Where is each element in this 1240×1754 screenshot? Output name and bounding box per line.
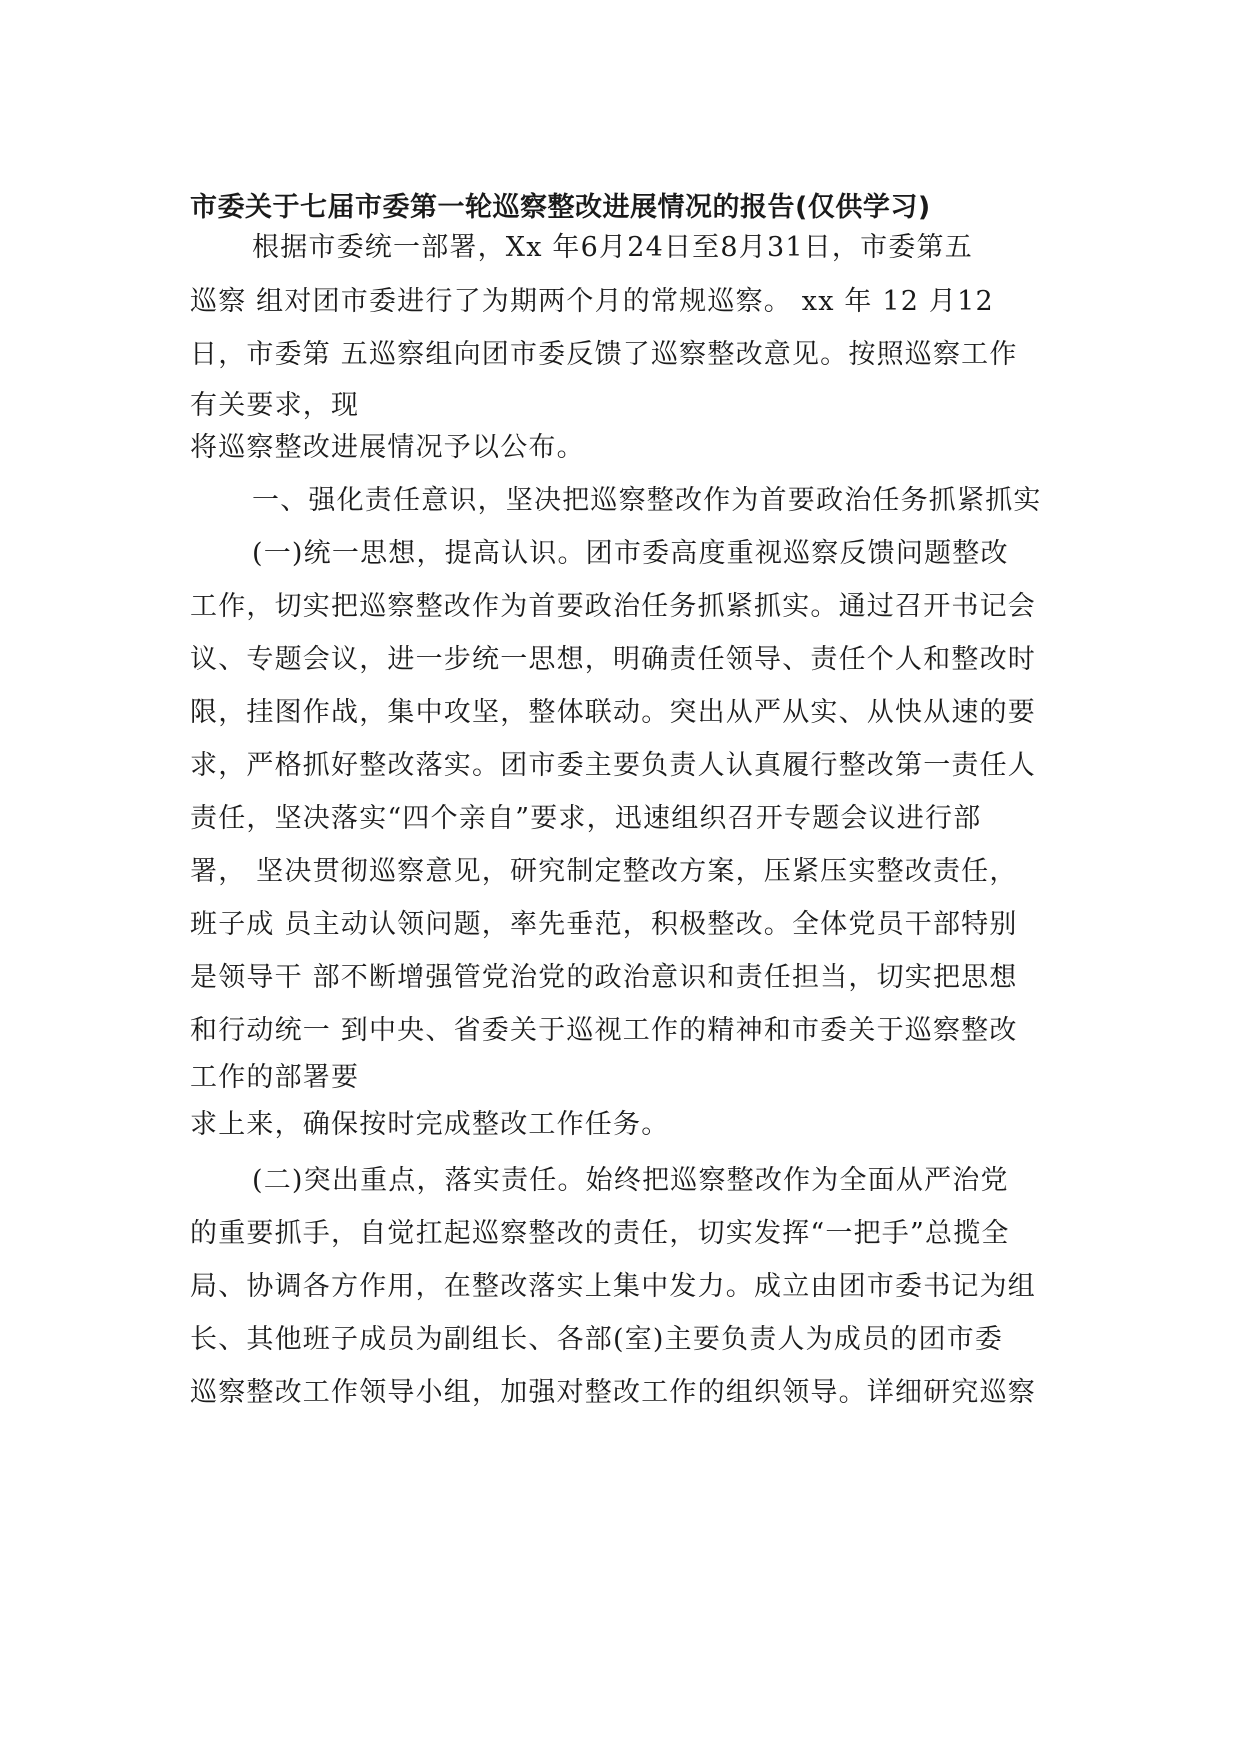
paragraph-line: 署， 坚决贯彻巡察意见，研究制定整改方案，压紧压实整改责任， — [190, 856, 1018, 887]
paragraph-line: (二)突出重点，落实责任。始终把巡察整改作为全面从严治党 — [252, 1165, 1009, 1196]
section-heading: 一、强化责任意识，坚决把巡察整改作为首要政治任务抓紧抓实 — [252, 485, 1042, 516]
paragraph-line: 巡察 组对团市委进行了为期两个月的常规巡察。 xx 年 12 月12 — [190, 286, 994, 317]
paragraph-line: 巡察整改工作领导小组，加强对整改工作的组织领导。详细研究巡察 — [190, 1377, 1036, 1408]
paragraph-line: 和行动统一 到中央、省委关于巡视工作的精神和市委关于巡察整改 — [190, 1015, 1018, 1046]
paragraph-line: 工作的部署要 — [190, 1062, 360, 1093]
paragraph-line: 班子成 员主动认领问题，率先垂范，积极整改。全体党员干部特别 — [190, 909, 1018, 940]
paragraph-line: 根据市委统一部署，Xx 年6月24日至8月31日，市委第五 — [252, 232, 973, 263]
paragraph-line: 有关要求，现 — [190, 390, 360, 421]
paragraph-line: 局、协调各方作用，在整改落实上集中发力。成立由团市委书记为组 — [190, 1271, 1036, 1302]
paragraph-line: 工作，切实把巡察整改作为首要政治任务抓紧抓实。通过召开书记会 — [190, 591, 1036, 622]
document-title: 市委关于七届市委第一轮巡察整改进展情况的报告(仅供学习) — [190, 192, 931, 223]
paragraph-line: 是领导干 部不断增强管党治党的政治意识和责任担当，切实把思想 — [190, 962, 1018, 993]
paragraph-line: 长、其他班子成员为副组长、各部(室)主要负责人为成员的团市委 — [190, 1324, 1004, 1355]
paragraph-line: 求，严格抓好整改落实。团市委主要负责人认真履行整改第一责任人 — [190, 750, 1036, 781]
paragraph-line: 日，市委第 五巡察组向团市委反馈了巡察整改意见。按照巡察工作 — [190, 339, 1018, 370]
paragraph-line: 将巡察整改进展情况予以公布。 — [190, 432, 585, 463]
paragraph-line: 责任，坚决落实“四个亲自”要求，迅速组织召开专题会议进行部 — [190, 803, 982, 834]
paragraph-line: 限，挂图作战，集中攻坚，整体联动。突出从严从实、从快从速的要 — [190, 697, 1036, 728]
paragraph-line: 求上来，确保按时完成整改工作任务。 — [190, 1109, 670, 1140]
paragraph-line: 的重要抓手，自觉扛起巡察整改的责任，切实发挥“一把手”总揽全 — [190, 1218, 1010, 1249]
paragraph-line: 议、专题会议，进一步统一思想，明确责任领导、责任个人和整改时 — [190, 644, 1036, 675]
paragraph-line: (一)统一思想，提高认识。团市委高度重视巡察反馈问题整改 — [252, 538, 1009, 569]
